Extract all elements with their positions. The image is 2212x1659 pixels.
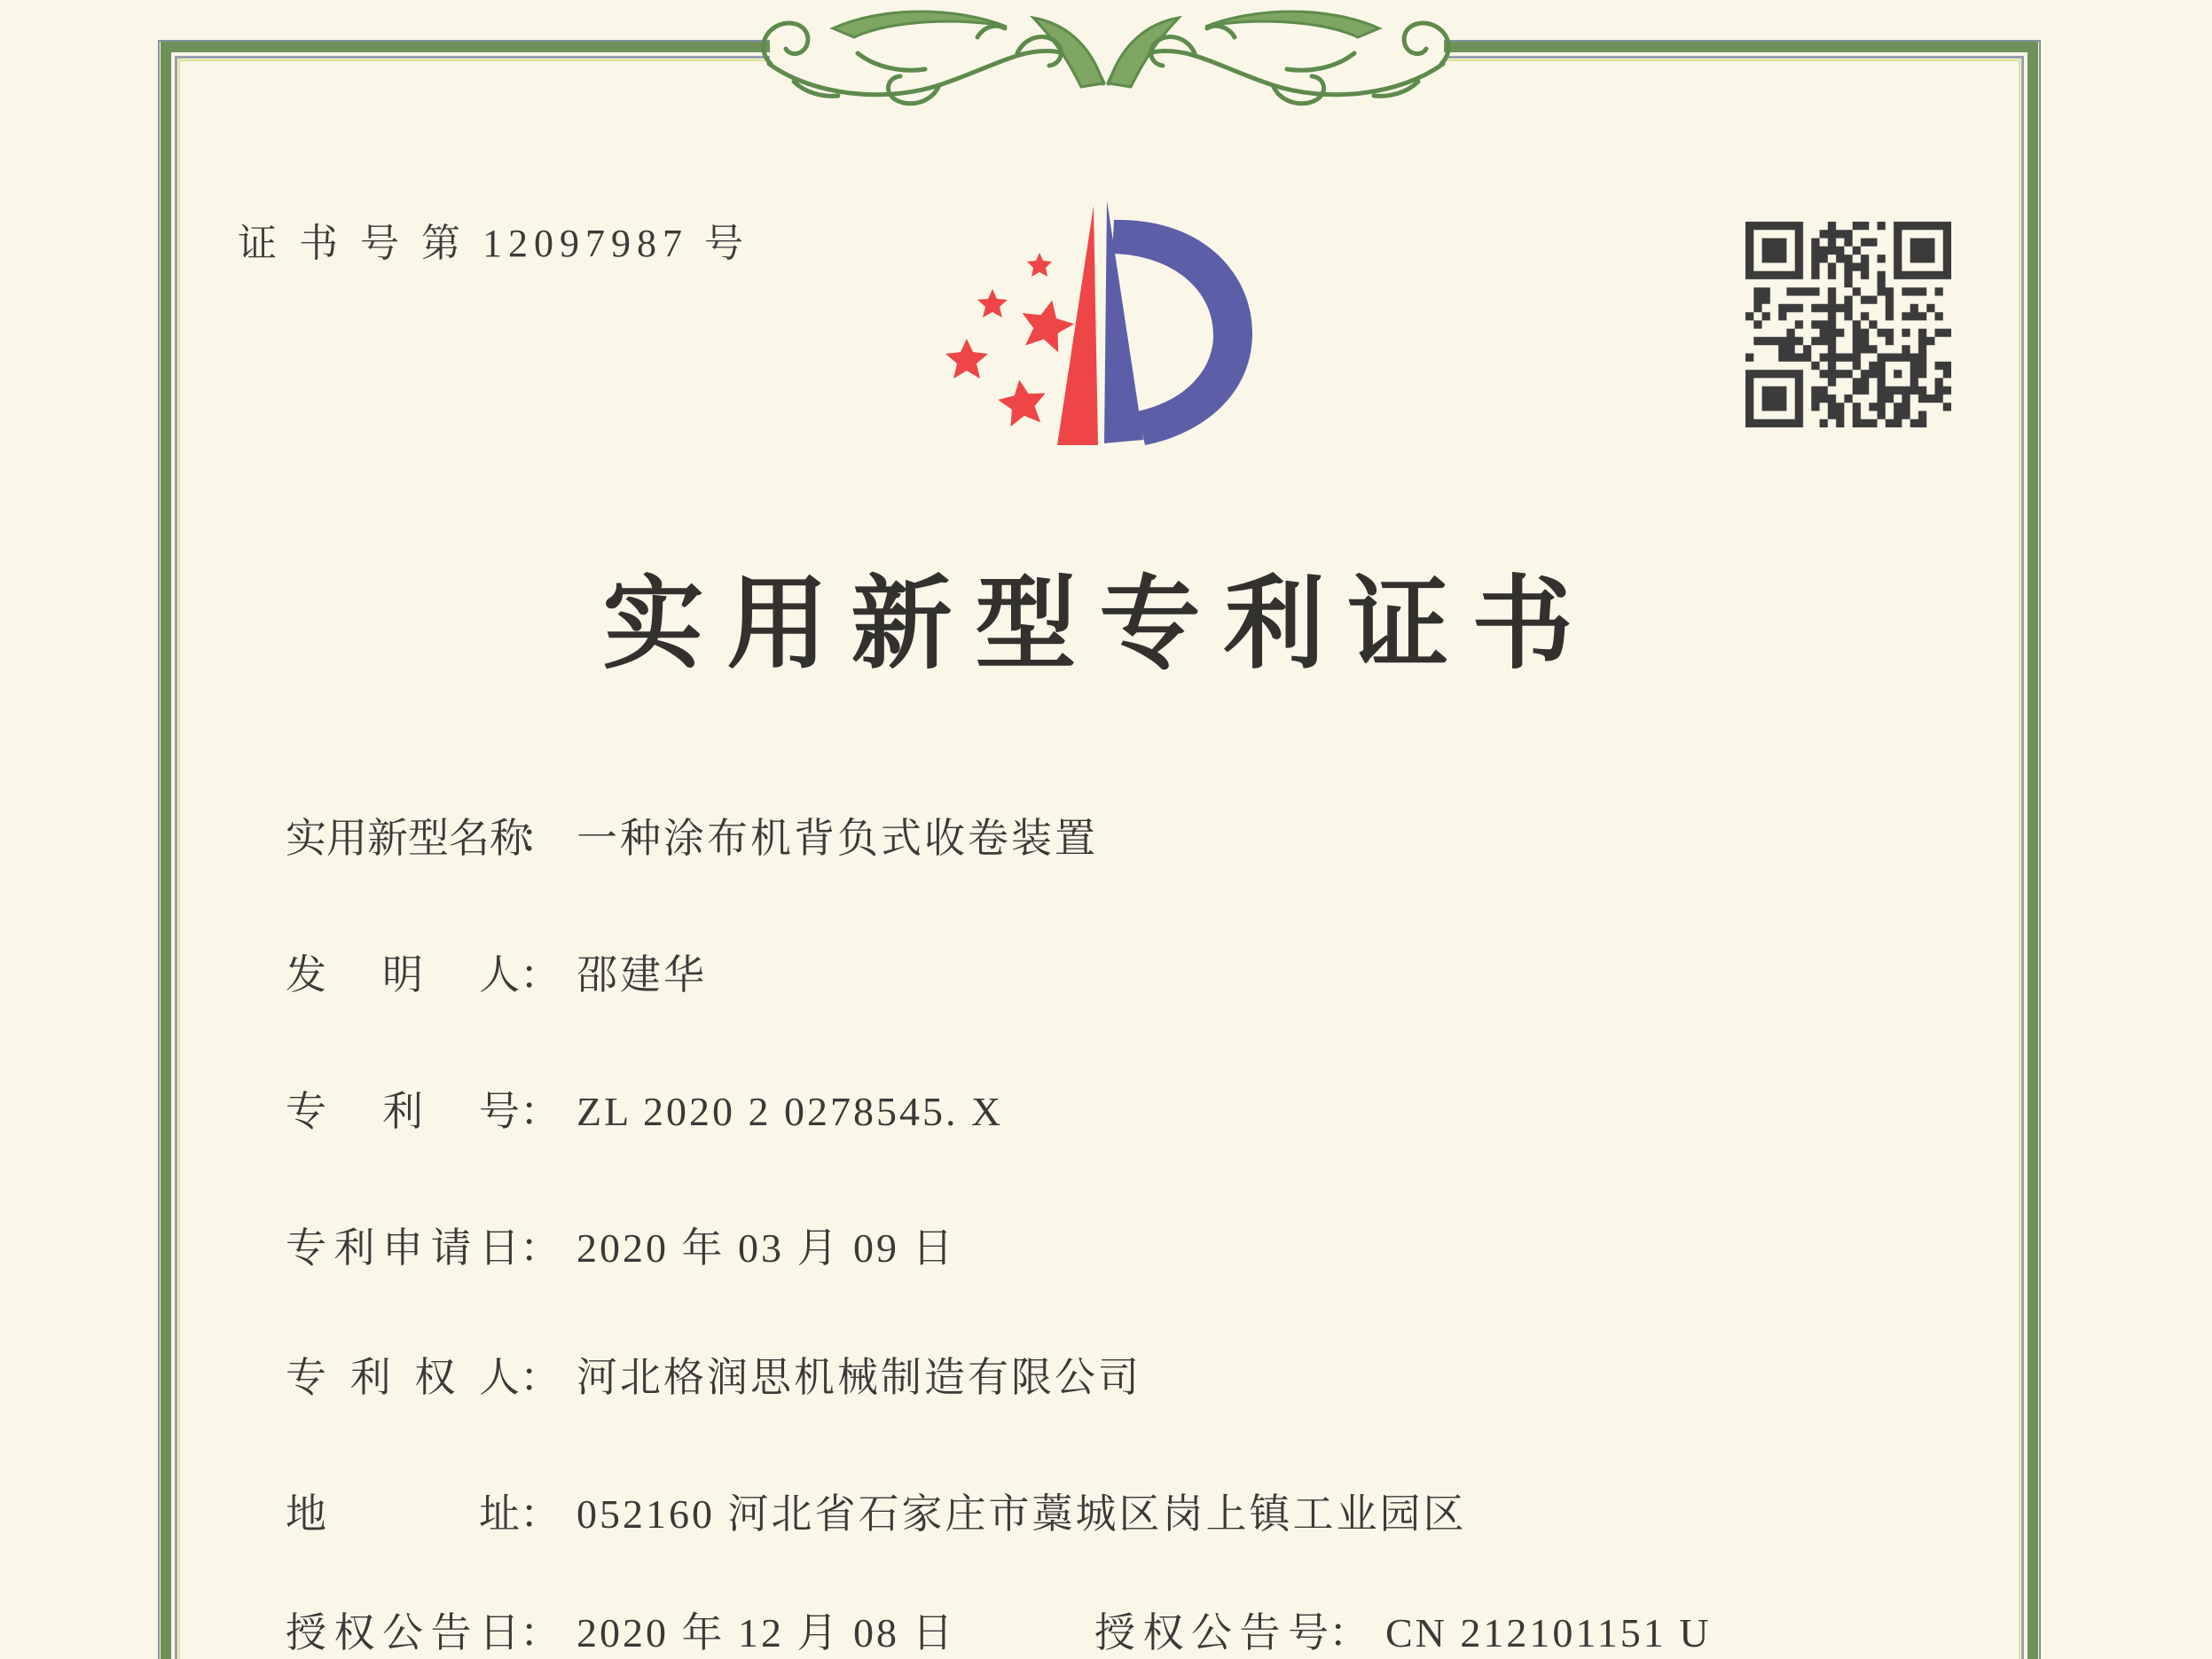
- field-label: 实用新型名称: [286, 816, 530, 861]
- field-value: 2020 年 03 月 09 日: [577, 1225, 956, 1271]
- qr-code: [1745, 222, 1951, 427]
- field-patentee: 专利权人： 河北格润思机械制造有限公司: [286, 1351, 1141, 1405]
- field-value: 河北格润思机械制造有限公司: [577, 1355, 1141, 1400]
- field-filing-date: 专利申请日： 2020 年 03 月 09 日: [286, 1222, 956, 1275]
- field-patent-number: 专利号： ZL 2020 2 0278545. X: [286, 1085, 1003, 1139]
- field-label: 授权公告日: [286, 1610, 520, 1655]
- field-value: 一种涂布机背负式收卷装置: [577, 816, 1098, 861]
- field-value: 2020 年 12 月 08 日: [577, 1610, 956, 1655]
- field-inventor: 发明人： 邵建华: [286, 949, 707, 1002]
- field-label: 专利申请日: [286, 1225, 520, 1271]
- page-title: 实用新型专利证书: [602, 568, 1596, 681]
- field-value: 052160 河北省石家庄市藁城区岗上镇工业园区: [577, 1491, 1467, 1537]
- field-label: 地址: [286, 1491, 520, 1537]
- field-value: CN 212101151 U: [1385, 1610, 1712, 1655]
- field-utility-model-name: 实用新型名称： 一种涂布机背负式收卷装置: [286, 812, 1098, 865]
- field-label: 发明人: [286, 952, 520, 998]
- field-grant-publication-number: 授权公告号： CN 212101151 U: [1094, 1607, 1711, 1659]
- field-grant-date: 授权公告日： 2020 年 12 月 08 日: [286, 1607, 956, 1659]
- cnipa-patent-logo-icon: [938, 193, 1275, 475]
- field-label: 专利号: [286, 1089, 520, 1134]
- field-value: ZL 2020 2 0278545. X: [577, 1089, 1004, 1134]
- field-value: 邵建华: [577, 952, 707, 998]
- certificate-number: 证 书 号 第 12097987 号: [238, 222, 749, 265]
- floral-dragon-ornament-icon: [751, 0, 1461, 115]
- field-label: 专利权人: [286, 1355, 520, 1400]
- field-label: 授权公告号: [1094, 1610, 1329, 1655]
- field-address: 地址： 052160 河北省石家庄市藁城区岗上镇工业园区: [286, 1488, 1467, 1541]
